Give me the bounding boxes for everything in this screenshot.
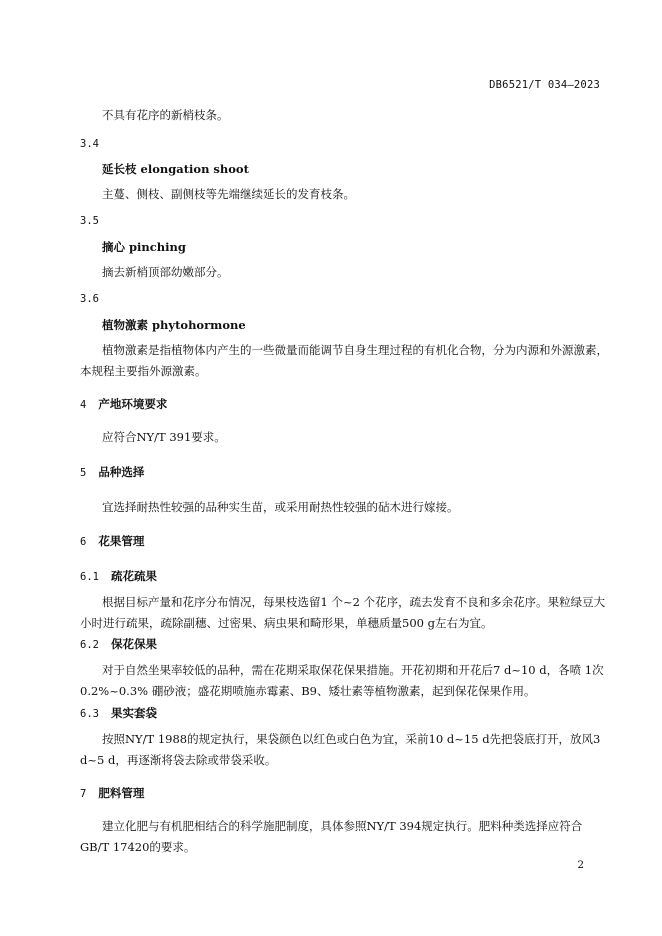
continuation-text: 不具有花序的新梢枝条。	[102, 108, 229, 122]
subsection-title-6-2: 保花保果	[110, 637, 157, 651]
definition-3-5: 摘去新梢顶部幼嫩部分。	[102, 265, 229, 279]
section-body-5: 宜选择耐热性较强的品种实生苗，或采用耐热性较强的砧木进行嫁接。	[102, 500, 459, 514]
section-number-7: 7	[80, 788, 87, 800]
section-number-5: 5	[80, 467, 87, 479]
subsection-number-6-3: 6.3	[80, 708, 99, 720]
term-3-6: 植物激素 phytohormone	[102, 318, 246, 332]
section-number-6: 6	[80, 536, 87, 548]
section-number-4: 4	[80, 399, 87, 411]
section-title-5: 品种选择	[98, 465, 145, 479]
subsection-title-6-3: 果实套袋	[110, 706, 157, 720]
document-code-header: DB6521/T 034—2023	[489, 79, 600, 91]
subsection-heading-6-1	[80, 569, 157, 584]
clause-number-3-6: 3.6	[80, 293, 99, 305]
section-title-6: 花果管理	[98, 534, 145, 548]
section-heading-6	[80, 534, 144, 549]
section-body-7: 建立化肥与有机肥相结合的科学施肥制度，具体参照NY/T 394规定执行。肥料种类选择应符合GB/T 17420的要求。	[80, 819, 583, 854]
term-3-5: 摘心 pinching	[102, 240, 186, 254]
section-heading-7	[80, 786, 144, 801]
clause-number-3-5: 3.5	[80, 215, 99, 227]
section-title-7: 肥料管理	[98, 786, 145, 800]
definition-3-4: 主蔓、侧枝、副侧枝等先端继续延长的发育枝条。	[102, 187, 355, 201]
subsection-heading-6-3	[80, 706, 157, 721]
section-heading-5	[80, 465, 144, 480]
subsection-number-6-2: 6.2	[80, 639, 99, 651]
clause-number-3-4: 3.4	[80, 138, 99, 150]
page-number: 2	[577, 859, 584, 871]
subsection-body-6-1: 根据目标产量和花序分布情况，每果枝选留1 个~2 个花序，疏去发育不良和多余花序。果粒绿豆大小时进行疏果，疏除副穗、过密果、病虫果和畸形果，单穗质量500 g左右为宜。	[80, 595, 606, 630]
section-heading-4	[80, 397, 167, 412]
subsection-heading-6-2	[80, 637, 157, 652]
subsection-body-6-2: 对于自然坐果率较低的品种，需在花期采取保花保果措施。开花初期和开花后7 d~10 d，各喷 1次0.2%~0.3% 硼砂液；盛花期喷施赤霉素、B9、矮壮素等植物激素，起到保花保果作用。	[80, 663, 604, 698]
term-3-4: 延长枝 elongation shoot	[102, 162, 249, 176]
definition-3-6: 植物激素是指植物体内产生的一些微量而能调节自身生理过程的有机化合物，分为内源和外源激素，本规程主要指外源激素。	[80, 343, 608, 378]
section-body-4: 应符合NY/T 391要求。	[102, 430, 226, 444]
section-title-4: 产地环境要求	[98, 397, 168, 411]
subsection-title-6-1: 疏花疏果	[110, 569, 157, 583]
subsection-number-6-1: 6.1	[80, 571, 99, 583]
subsection-body-6-3: 按照NY/T 1988的规定执行，果袋颜色以红色或白色为宜，采前10 d~15 d先把袋底打开，放风3 d~5 d，再逐渐将袋去除或带袋采收。	[80, 732, 601, 767]
